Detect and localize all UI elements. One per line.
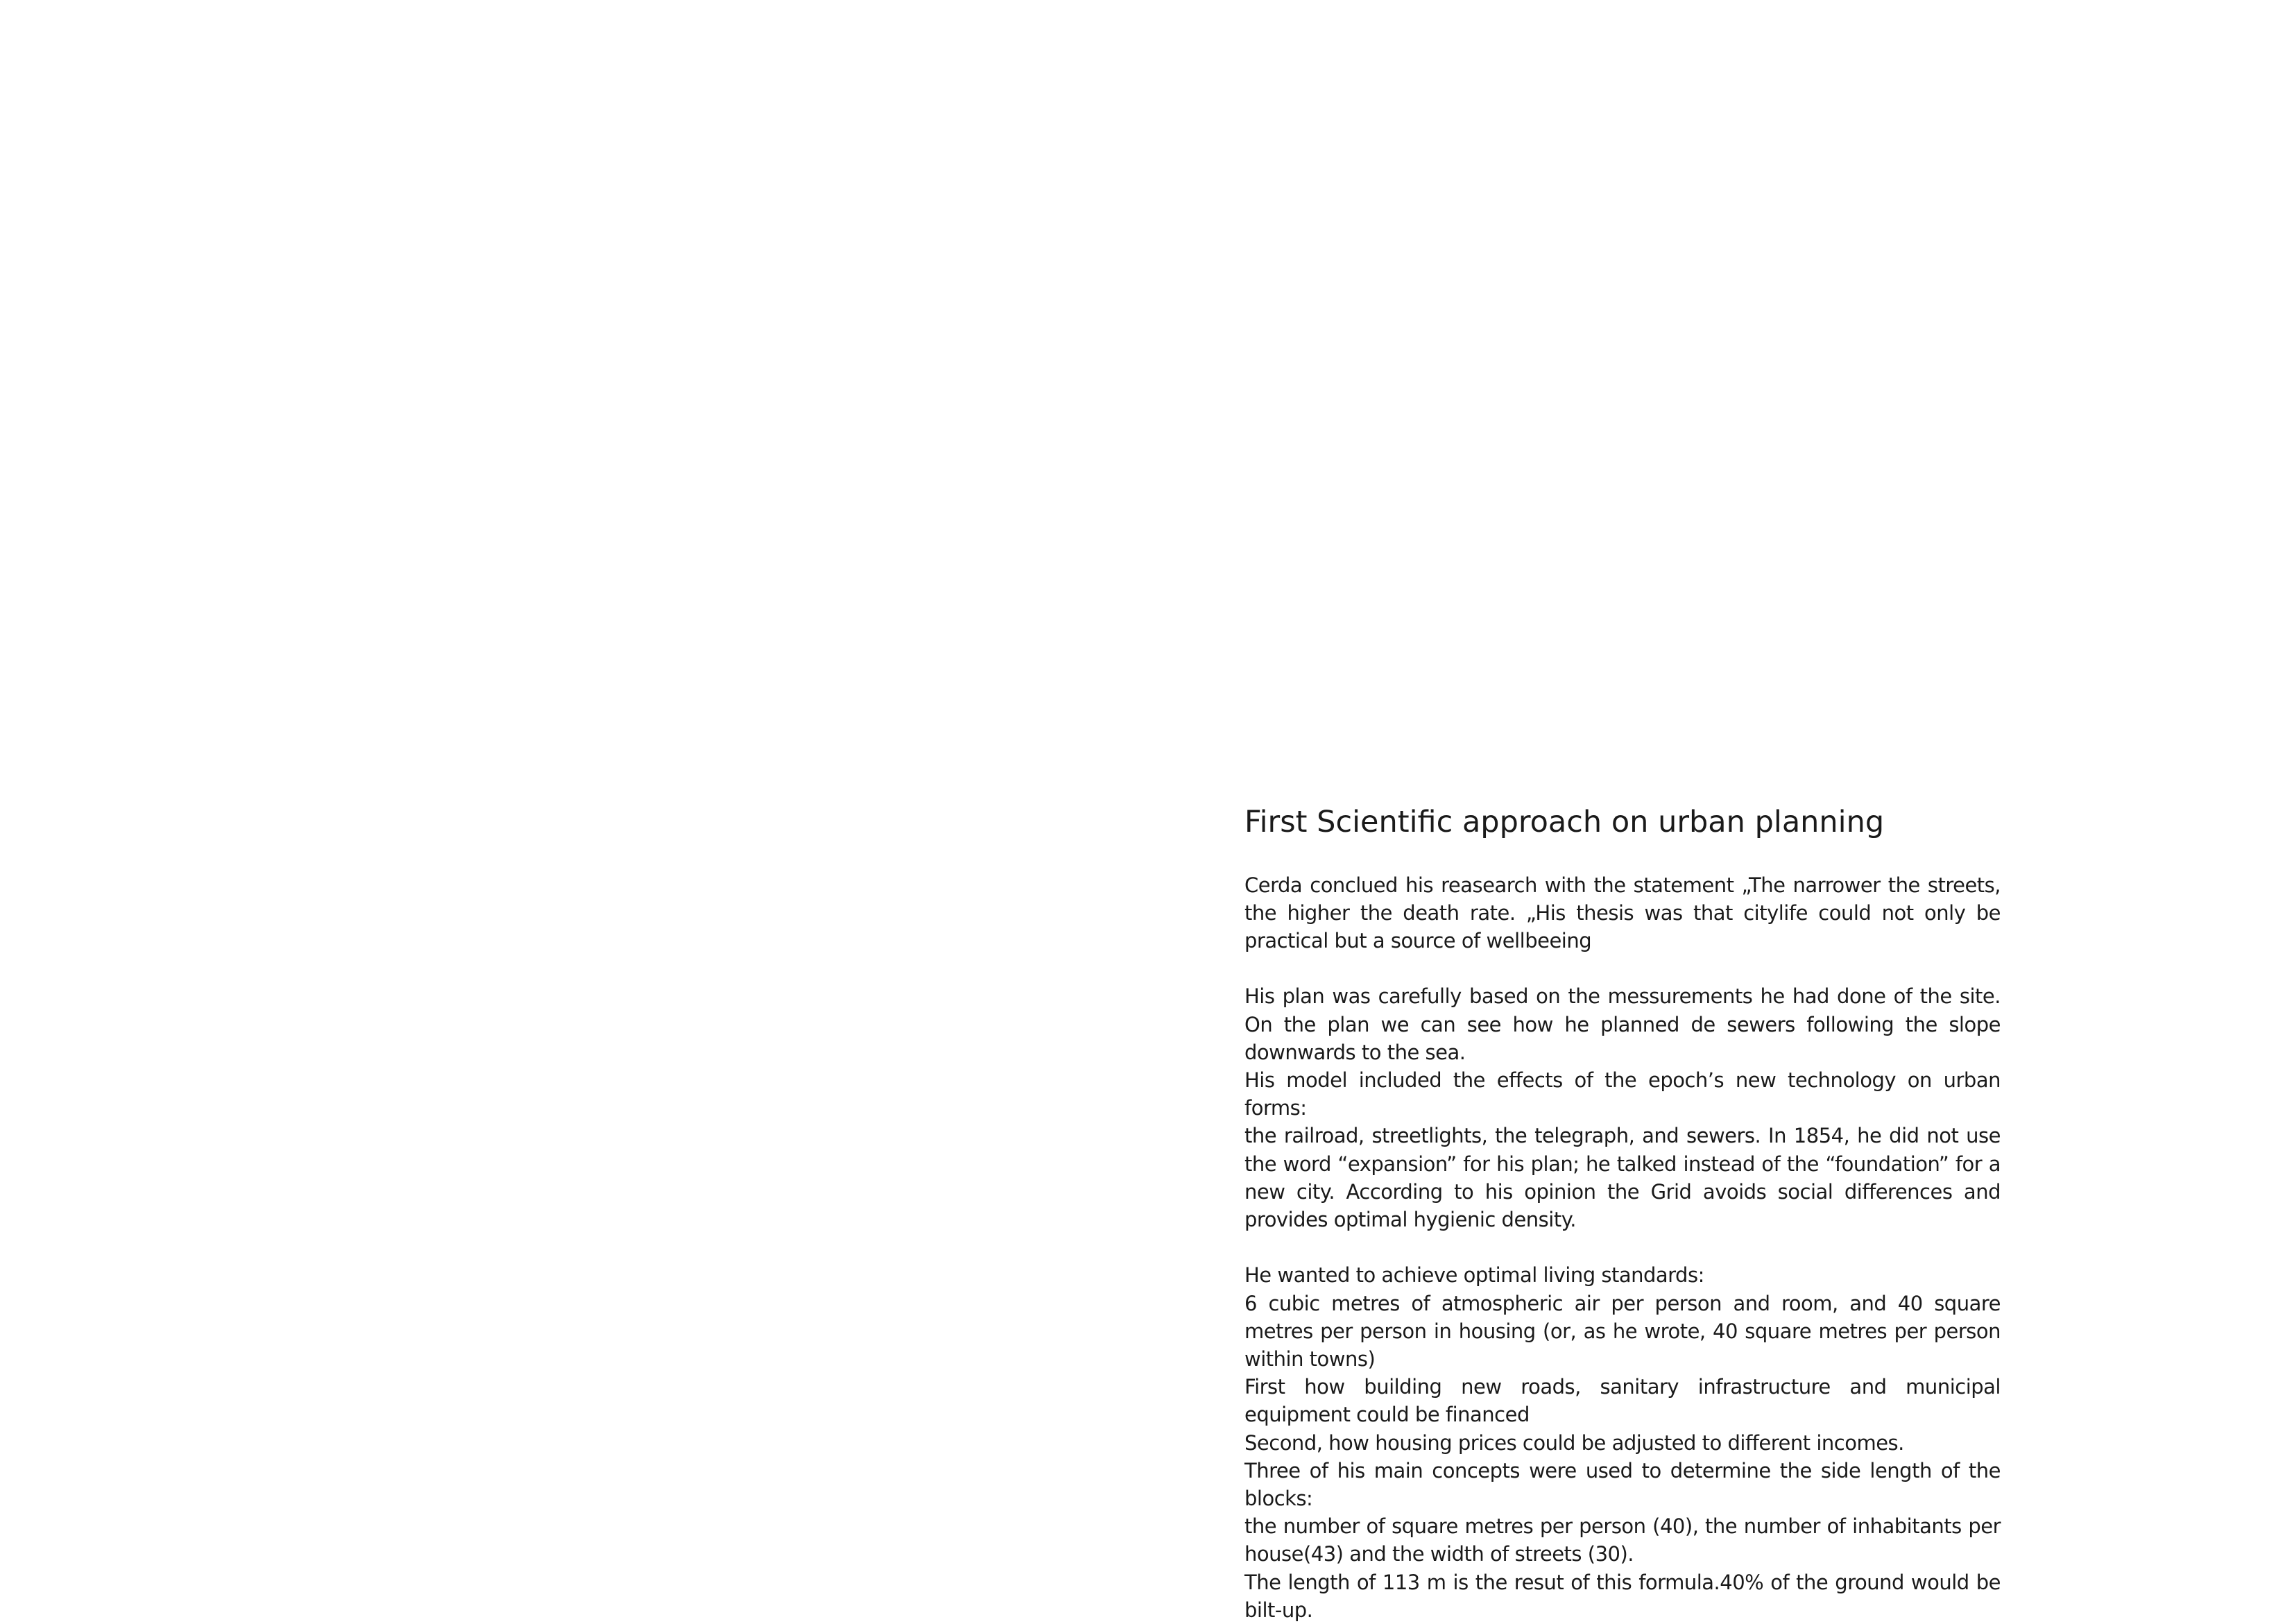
paragraph-line: Cerda conclued his reasearch with the statement „The narrower the streets, the higher the death rate. „His thesis was that citylife could not only be practical but a source of wellbeeing — [1244, 873, 2001, 952]
paragraph-line: The length of 113 m is the resut of this formula.40% of the ground would be bilt-up. — [1244, 1570, 2001, 1622]
text-column — [1244, 805, 2001, 1624]
paragraph-line: 6 cubic metres of atmospheric air per person and room, and 40 square metres per person in housing (or, as he wrote, 40 square metres per person within towns) — [1244, 1291, 2001, 1371]
paragraph-line: Three of his main concepts were used to determine the side length of the blocks: — [1244, 1458, 2001, 1511]
paragraph-3 — [1244, 1261, 2001, 1624]
paragraph-1 — [1244, 871, 2001, 955]
page-title: First Scientific approach on urban planning — [1244, 805, 1885, 839]
paragraph-line: the railroad, streetlights, the telegraph, and sewers. In 1854, he did not use the word “expansion” for his plan; he talked instead of the “foundation” for a new city. According to his opinion the Grid avoids social differences and provides optimal hygienic density. — [1244, 1124, 2001, 1232]
paragraph-line: First how building new roads, sanitary infrastructure and municipal equipment could be financed — [1244, 1375, 2001, 1427]
paragraph-line: His plan was carefully based on the messurements he had done of the site. On the plan we can see how he planned de sewers following the slope downwards to the sea. — [1244, 984, 2001, 1064]
paragraph-line: Second, how housing prices could be adjusted to different incomes. — [1244, 1430, 1904, 1455]
paragraph-2 — [1244, 982, 2001, 1233]
paragraph-line: His model included the effects of the epoch’s new technology on urban forms: — [1244, 1068, 2001, 1120]
paragraph-line: the number of square metres per person (40), the number of inhabitants per house(43) and the width of streets (30). — [1244, 1514, 2001, 1566]
paragraph-line: He wanted to achieve optimal living standards: — [1244, 1263, 1704, 1288]
body-text — [1244, 871, 2001, 1624]
